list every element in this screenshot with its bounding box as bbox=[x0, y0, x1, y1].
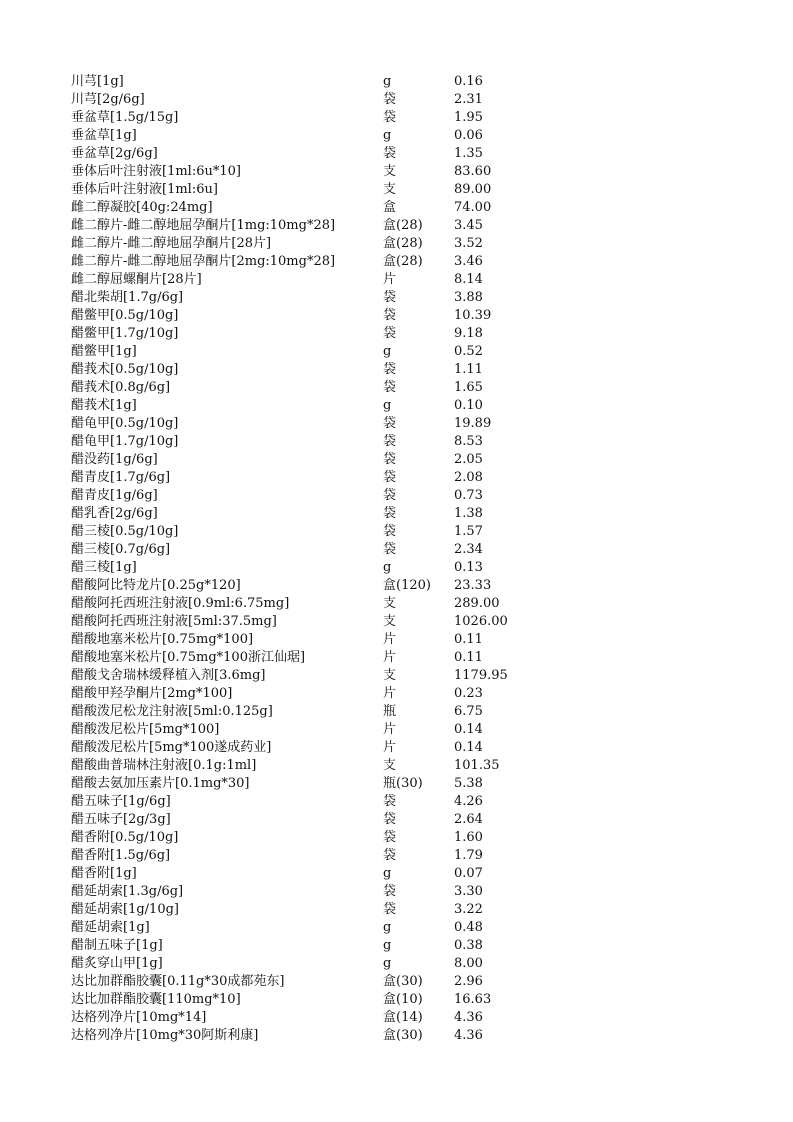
price-cell: 8.00 bbox=[454, 956, 483, 971]
price-cell: 23.33 bbox=[454, 578, 492, 593]
drug-name-cell: 醋酸地塞米松片[0.75mg*100浙江仙琚] bbox=[71, 650, 306, 665]
price-cell: 2.31 bbox=[454, 92, 483, 107]
price-cell: 83.60 bbox=[454, 164, 492, 179]
drug-name-cell: 醋制五味子[1g] bbox=[71, 938, 163, 953]
table-row bbox=[71, 667, 711, 685]
drug-name-cell: 醋莪术[0.5g/10g] bbox=[71, 362, 179, 377]
drug-name-cell: 达格列净片[10mg*14] bbox=[71, 1010, 207, 1025]
unit-cell: 袋 bbox=[383, 416, 397, 431]
table-row bbox=[71, 973, 711, 991]
unit-cell: 袋 bbox=[383, 326, 397, 341]
price-cell: 3.46 bbox=[454, 254, 483, 269]
unit-cell: 袋 bbox=[383, 92, 397, 107]
unit-cell: 袋 bbox=[383, 470, 397, 485]
drug-name-cell: 川芎[2g/6g] bbox=[71, 92, 145, 107]
table-row bbox=[71, 865, 711, 883]
drug-name-cell: 醋鳖甲[1.7g/10g] bbox=[71, 326, 179, 341]
drug-name-cell: 垂体后叶注射液[1ml:6u] bbox=[71, 182, 218, 197]
drug-name-cell: 醋酸地塞米松片[0.75mg*100] bbox=[71, 632, 254, 647]
table-row bbox=[71, 181, 711, 199]
table-row bbox=[71, 199, 711, 217]
table-row bbox=[71, 307, 711, 325]
table-row bbox=[71, 451, 711, 469]
price-cell: 3.22 bbox=[454, 902, 483, 917]
table-row bbox=[71, 613, 711, 631]
unit-cell: 袋 bbox=[383, 506, 397, 521]
drug-price-table bbox=[71, 73, 711, 1045]
unit-cell: 瓶(30) bbox=[383, 776, 423, 791]
unit-cell: 支 bbox=[383, 758, 397, 773]
price-cell: 0.13 bbox=[454, 560, 483, 575]
table-row bbox=[71, 163, 711, 181]
drug-name-cell: 醋莪术[1g] bbox=[71, 398, 137, 413]
table-row bbox=[71, 739, 711, 757]
price-cell: 1.11 bbox=[454, 362, 483, 377]
unit-cell: 盒 bbox=[383, 200, 397, 215]
table-row bbox=[71, 73, 711, 91]
unit-cell: g bbox=[383, 344, 392, 359]
drug-name-cell: 醋三棱[0.5g/10g] bbox=[71, 524, 179, 539]
price-cell: 1026.00 bbox=[454, 614, 508, 629]
table-row bbox=[71, 505, 711, 523]
unit-cell: g bbox=[383, 398, 392, 413]
table-row bbox=[71, 955, 711, 973]
price-cell: 2.34 bbox=[454, 542, 483, 557]
price-cell: 1.60 bbox=[454, 830, 483, 845]
table-row bbox=[71, 469, 711, 487]
price-cell: 2.08 bbox=[454, 470, 483, 485]
table-row bbox=[71, 1027, 711, 1045]
table-row bbox=[71, 523, 711, 541]
price-cell: 3.45 bbox=[454, 218, 483, 233]
price-cell: 9.18 bbox=[454, 326, 483, 341]
drug-name-cell: 醋酸戈舍瑞林缓释植入剂[3.6mg] bbox=[71, 668, 266, 683]
unit-cell: g bbox=[383, 560, 392, 575]
drug-name-cell: 醋酸甲羟孕酮片[2mg*100] bbox=[71, 686, 233, 701]
unit-cell: 片 bbox=[383, 722, 397, 737]
drug-name-cell: 醋鳖甲[0.5g/10g] bbox=[71, 308, 179, 323]
unit-cell: 袋 bbox=[383, 290, 397, 305]
price-cell: 4.36 bbox=[454, 1010, 483, 1025]
drug-name-cell: 醋酸泼尼松龙注射液[5ml:0.125g] bbox=[71, 704, 273, 719]
unit-cell: 片 bbox=[383, 650, 397, 665]
unit-cell: 袋 bbox=[383, 434, 397, 449]
table-row bbox=[71, 109, 711, 127]
drug-name-cell: 醋香附[1.5g/6g] bbox=[71, 848, 171, 863]
drug-name-cell: 雌二醇片-雌二醇地屈孕酮片[1mg:10mg*28] bbox=[71, 218, 336, 233]
table-row bbox=[71, 775, 711, 793]
price-cell: 6.75 bbox=[454, 704, 483, 719]
price-cell: 0.11 bbox=[454, 650, 483, 665]
unit-cell: 片 bbox=[383, 632, 397, 647]
drug-name-cell: 达比加群酯胶囊[0.11g*30成都苑东] bbox=[71, 974, 285, 989]
drug-name-cell: 醋龟甲[1.7g/10g] bbox=[71, 434, 179, 449]
table-row bbox=[71, 757, 711, 775]
price-cell: 1179.95 bbox=[454, 668, 508, 683]
price-cell: 3.52 bbox=[454, 236, 483, 251]
table-row bbox=[71, 379, 711, 397]
table-row bbox=[71, 595, 711, 613]
table-row bbox=[71, 847, 711, 865]
table-row bbox=[71, 217, 711, 235]
drug-name-cell: 醋酸阿比特龙片[0.25g*120] bbox=[71, 578, 241, 593]
unit-cell: 袋 bbox=[383, 812, 397, 827]
table-row bbox=[71, 145, 711, 163]
price-cell: 2.96 bbox=[454, 974, 483, 989]
unit-cell: 盒(28) bbox=[383, 236, 423, 251]
unit-cell: g bbox=[383, 920, 392, 935]
price-cell: 0.06 bbox=[454, 128, 483, 143]
unit-cell: 袋 bbox=[383, 146, 397, 161]
drug-name-cell: 醋莪术[0.8g/6g] bbox=[71, 380, 171, 395]
price-cell: 101.35 bbox=[454, 758, 500, 773]
price-cell: 1.65 bbox=[454, 380, 483, 395]
drug-name-cell: 垂盆草[1.5g/15g] bbox=[71, 110, 179, 125]
table-row bbox=[71, 433, 711, 451]
table-row bbox=[71, 793, 711, 811]
unit-cell: 瓶 bbox=[383, 704, 397, 719]
unit-cell: 袋 bbox=[383, 380, 397, 395]
unit-cell: 盒(120) bbox=[383, 578, 431, 593]
price-cell: 0.48 bbox=[454, 920, 483, 935]
unit-cell: 盒(28) bbox=[383, 218, 423, 233]
table-row bbox=[71, 343, 711, 361]
table-row bbox=[71, 361, 711, 379]
drug-name-cell: 醋香附[0.5g/10g] bbox=[71, 830, 179, 845]
table-row bbox=[71, 721, 711, 739]
price-cell: 19.89 bbox=[454, 416, 492, 431]
table-row bbox=[71, 703, 711, 721]
unit-cell: 袋 bbox=[383, 542, 397, 557]
drug-name-cell: 醋五味子[1g/6g] bbox=[71, 794, 171, 809]
drug-name-cell: 醋乳香[2g/6g] bbox=[71, 506, 158, 521]
price-cell: 4.36 bbox=[454, 1028, 483, 1043]
table-row bbox=[71, 415, 711, 433]
table-row bbox=[71, 829, 711, 847]
unit-cell: 片 bbox=[383, 740, 397, 755]
price-cell: 3.88 bbox=[454, 290, 483, 305]
table-row bbox=[71, 559, 711, 577]
price-cell: 0.14 bbox=[454, 740, 483, 755]
unit-cell: 支 bbox=[383, 182, 397, 197]
price-cell: 0.52 bbox=[454, 344, 483, 359]
price-cell: 1.35 bbox=[454, 146, 483, 161]
unit-cell: 袋 bbox=[383, 308, 397, 323]
drug-name-cell: 醋延胡索[1g] bbox=[71, 920, 150, 935]
unit-cell: 片 bbox=[383, 686, 397, 701]
drug-name-cell: 醋五味子[2g/3g] bbox=[71, 812, 171, 827]
price-cell: 16.63 bbox=[454, 992, 492, 1007]
unit-cell: 支 bbox=[383, 668, 397, 683]
drug-name-cell: 醋青皮[1g/6g] bbox=[71, 488, 158, 503]
drug-name-cell: 醋香附[1g] bbox=[71, 866, 137, 881]
drug-name-cell: 醋龟甲[0.5g/10g] bbox=[71, 416, 179, 431]
unit-cell: 袋 bbox=[383, 884, 397, 899]
price-cell: 5.38 bbox=[454, 776, 483, 791]
unit-cell: g bbox=[383, 128, 392, 143]
unit-cell: 袋 bbox=[383, 830, 397, 845]
table-row bbox=[71, 127, 711, 145]
drug-name-cell: 垂盆草[2g/6g] bbox=[71, 146, 158, 161]
table-row bbox=[71, 235, 711, 253]
table-row bbox=[71, 541, 711, 559]
price-cell: 4.26 bbox=[454, 794, 483, 809]
price-cell: 8.53 bbox=[454, 434, 483, 449]
price-cell: 1.95 bbox=[454, 110, 483, 125]
unit-cell: 支 bbox=[383, 614, 397, 629]
drug-name-cell: 醋炙穿山甲[1g] bbox=[71, 956, 163, 971]
unit-cell: 支 bbox=[383, 164, 397, 179]
unit-cell: 盒(10) bbox=[383, 992, 423, 1007]
unit-cell: 片 bbox=[383, 272, 397, 287]
drug-name-cell: 醋酸阿托西班注射液[0.9ml:6.75mg] bbox=[71, 596, 290, 611]
table-row bbox=[71, 1009, 711, 1027]
drug-name-cell: 醋酸阿托西班注射液[5ml:37.5mg] bbox=[71, 614, 277, 629]
table-row bbox=[71, 271, 711, 289]
price-cell: 289.00 bbox=[454, 596, 500, 611]
unit-cell: g bbox=[383, 956, 392, 971]
price-cell: 3.30 bbox=[454, 884, 483, 899]
table-row bbox=[71, 631, 711, 649]
drug-name-cell: 醋延胡索[1.3g/6g] bbox=[71, 884, 184, 899]
price-cell: 74.00 bbox=[454, 200, 492, 215]
drug-name-cell: 垂体后叶注射液[1ml:6u*10] bbox=[71, 164, 241, 179]
table-row bbox=[71, 253, 711, 271]
price-cell: 2.05 bbox=[454, 452, 483, 467]
drug-name-cell: 醋鳖甲[1g] bbox=[71, 344, 137, 359]
drug-name-cell: 醋没药[1g/6g] bbox=[71, 452, 158, 467]
price-cell: 0.38 bbox=[454, 938, 483, 953]
unit-cell: g bbox=[383, 866, 392, 881]
price-cell: 0.23 bbox=[454, 686, 483, 701]
unit-cell: 袋 bbox=[383, 848, 397, 863]
unit-cell: 盒(28) bbox=[383, 254, 423, 269]
price-cell: 0.16 bbox=[454, 74, 483, 89]
unit-cell: 袋 bbox=[383, 452, 397, 467]
table-row bbox=[71, 649, 711, 667]
table-row bbox=[71, 937, 711, 955]
unit-cell: 盒(30) bbox=[383, 974, 423, 989]
price-cell: 1.57 bbox=[454, 524, 483, 539]
table-row bbox=[71, 325, 711, 343]
table-row bbox=[71, 397, 711, 415]
drug-name-cell: 醋北柴胡[1.7g/6g] bbox=[71, 290, 184, 305]
table-row bbox=[71, 883, 711, 901]
unit-cell: 袋 bbox=[383, 362, 397, 377]
unit-cell: 盒(30) bbox=[383, 1028, 423, 1043]
price-cell: 0.73 bbox=[454, 488, 483, 503]
unit-cell: 支 bbox=[383, 596, 397, 611]
drug-name-cell: 垂盆草[1g] bbox=[71, 128, 137, 143]
table-row bbox=[71, 811, 711, 829]
drug-name-cell: 醋酸泼尼松片[5mg*100遂成药业] bbox=[71, 740, 272, 755]
price-cell: 8.14 bbox=[454, 272, 483, 287]
unit-cell: 袋 bbox=[383, 902, 397, 917]
drug-name-cell: 醋酸泼尼松片[5mg*100] bbox=[71, 722, 220, 737]
price-cell: 0.11 bbox=[454, 632, 483, 647]
drug-name-cell: 醋三棱[0.7g/6g] bbox=[71, 542, 171, 557]
unit-cell: g bbox=[383, 938, 392, 953]
price-cell: 2.64 bbox=[454, 812, 483, 827]
drug-name-cell: 达格列净片[10mg*30阿斯利康] bbox=[71, 1028, 259, 1043]
price-cell: 0.14 bbox=[454, 722, 483, 737]
drug-name-cell: 达比加群酯胶囊[110mg*10] bbox=[71, 992, 241, 1007]
table-row bbox=[71, 577, 711, 595]
table-row bbox=[71, 289, 711, 307]
price-cell: 10.39 bbox=[454, 308, 492, 323]
price-cell: 89.00 bbox=[454, 182, 492, 197]
table-row bbox=[71, 91, 711, 109]
price-cell: 0.07 bbox=[454, 866, 483, 881]
unit-cell: 盒(14) bbox=[383, 1010, 423, 1025]
table-row bbox=[71, 901, 711, 919]
drug-name-cell: 醋延胡索[1g/10g] bbox=[71, 902, 179, 917]
table-row bbox=[71, 991, 711, 1009]
price-cell: 0.10 bbox=[454, 398, 483, 413]
unit-cell: 袋 bbox=[383, 488, 397, 503]
drug-name-cell: 醋酸去氨加压素片[0.1mg*30] bbox=[71, 776, 250, 791]
drug-name-cell: 雌二醇片-雌二醇地屈孕酮片[28片] bbox=[71, 236, 272, 251]
drug-name-cell: 醋青皮[1.7g/6g] bbox=[71, 470, 171, 485]
drug-name-cell: 雌二醇片-雌二醇地屈孕酮片[2mg:10mg*28] bbox=[71, 254, 336, 269]
drug-name-cell: 川芎[1g] bbox=[71, 74, 124, 89]
table-row bbox=[71, 685, 711, 703]
unit-cell: 袋 bbox=[383, 794, 397, 809]
unit-cell: g bbox=[383, 74, 392, 89]
table-row bbox=[71, 487, 711, 505]
unit-cell: 袋 bbox=[383, 524, 397, 539]
drug-name-cell: 醋酸曲普瑞林注射液[0.1g:1ml] bbox=[71, 758, 257, 773]
price-cell: 1.38 bbox=[454, 506, 483, 521]
drug-name-cell: 雌二醇屈螺酮片[28片] bbox=[71, 272, 202, 287]
unit-cell: 袋 bbox=[383, 110, 397, 125]
price-cell: 1.79 bbox=[454, 848, 483, 863]
drug-name-cell: 雌二醇凝胶[40g:24mg] bbox=[71, 200, 213, 215]
table-row bbox=[71, 919, 711, 937]
drug-name-cell: 醋三棱[1g] bbox=[71, 560, 137, 575]
